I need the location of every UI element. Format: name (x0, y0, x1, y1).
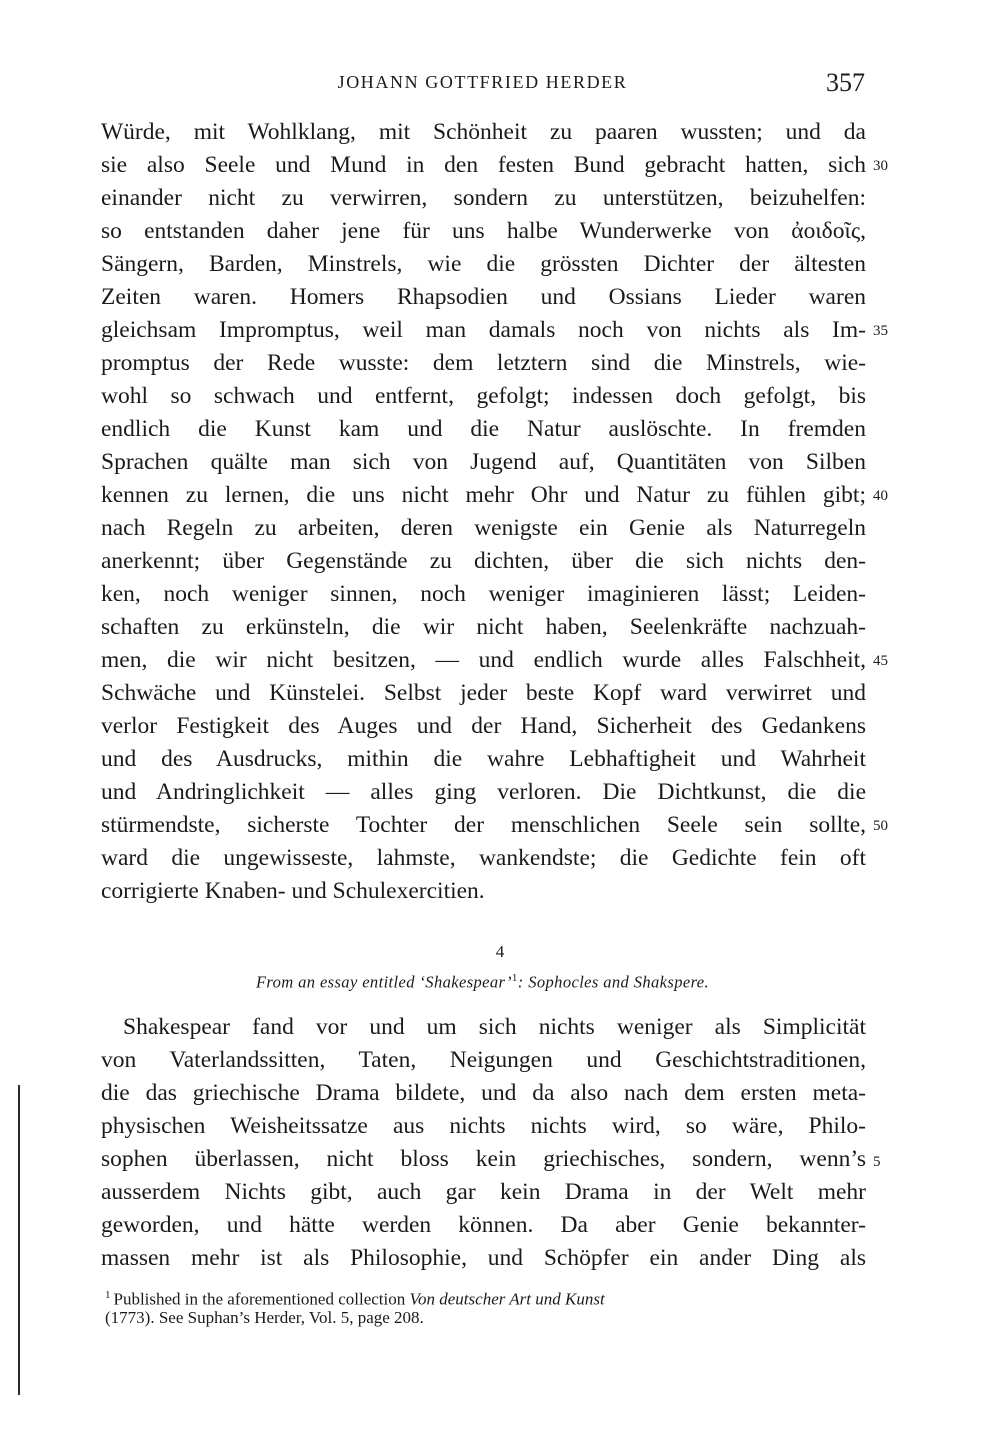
footnote-line: (1773). See Suphan’s Herder, Vol. 5, page 208. (105, 1308, 424, 1327)
running-title: JOHANN GOTTFRIED HERDER (337, 72, 628, 92)
body-line: verlor Festigkeit des Auges und der Hand, Sicherheit des Gedankens (101, 713, 866, 739)
body-line: stürmendste, sicherste Tochter der menschlichen Seele sein sollte, (101, 812, 866, 838)
section-line: geworden, und hätte werden können. Da aber Genie bekannter- (101, 1212, 866, 1238)
body-line: ken, noch weniger sinnen, noch weniger imaginieren lässt; Leiden- (101, 581, 866, 607)
body-line: einander nicht zu verwirren, sondern zu unterstützen, beizuhelfen: (101, 185, 866, 211)
footnote-text: Published in the aforementioned collection (113, 1289, 406, 1309)
body-line: promptus der Rede wusste: dem letztern sind die Minstrels, wie- (101, 350, 866, 376)
body-line: endlich die Kunst kam und die Natur auslöschte. In fremden (101, 416, 866, 442)
section-heading-text: : Sophocles and Shakspere. (517, 972, 710, 992)
scan-margin-rule (18, 1085, 20, 1395)
section-line: die das griechische Drama bildete, und da also nach dem ersten meta- (101, 1080, 866, 1106)
body-line: Sprachen quälte man sich von Jugend auf, Quantitäten von Silben (101, 449, 866, 475)
page-number: 357 (826, 68, 865, 97)
body-line: men, die wir nicht besitzen, — und endlich wurde alles Falschheit, (101, 647, 866, 673)
margin-line-number: 45 (873, 653, 888, 669)
section-heading (100, 972, 865, 993)
section-line: physischen Weisheitssatze aus nichts nichts wird, so wäre, Philo- (101, 1113, 866, 1139)
body-line: schaften zu erkünsteln, die wir nicht haben, Seelenkräfte nachzuah- (101, 614, 866, 640)
section-heading-text: From an essay entitled ‘Shakespear’ (255, 972, 512, 992)
margin-line-number: 35 (873, 323, 888, 339)
body-line: und des Ausdrucks, mithin die wahre Lebhaftigheit und Wahrheit (101, 746, 866, 772)
footnote-reference: 1 (511, 972, 518, 984)
body-line: so entstanden daher jene für uns halbe Wunderwerke von ἀοιδοῖς, (101, 218, 866, 244)
body-line: corrigierte Knaben- und Schulexercitien. (101, 878, 485, 904)
body-line: Sängern, Barden, Minstrels, wie die grössten Dichter der ältesten (101, 251, 866, 277)
section-line: Shakespear fand vor und um sich nichts weniger als Simplicität (123, 1014, 866, 1040)
body-line: anerkennt; über Gegenstände zu dichten, über die sich nichts den- (101, 548, 866, 574)
body-line: Zeiten waren. Homers Rhapsodien und Ossians Lieder waren (101, 284, 866, 310)
body-line: kennen zu lernen, die uns nicht mehr Ohr und Natur zu fühlen gibt; (101, 482, 866, 508)
running-head (100, 64, 865, 104)
margin-line-number: 30 (873, 158, 888, 174)
body-line: gleichsam Impromptus, weil man damals noch von nichts als Im- (101, 317, 866, 343)
section-line: sophen überlassen, nicht bloss kein griechisches, sondern, wenn’s (101, 1146, 866, 1172)
margin-line-number: 50 (873, 818, 888, 834)
body-line: und Andringlichkeit — alles ging verloren. Die Dichtkunst, die die (101, 779, 866, 805)
body-line: Würde, mit Wohlklang, mit Schönheit zu paaren wussten; und da (101, 119, 866, 145)
section-number: 4 (495, 942, 505, 961)
body-line: sie also Seele und Mund in den festen Bund gebracht hatten, sich (101, 152, 866, 178)
section-line: massen mehr ist als Philosophie, und Schöpfer ein ander Ding als (101, 1245, 866, 1271)
body-line: nach Regeln zu arbeiten, deren wenigste ein Genie als Naturregeln (101, 515, 866, 541)
section-line: von Vaterlandssitten, Taten, Neigungen und Geschichtstraditionen, (101, 1047, 866, 1073)
body-line: wohl so schwach und entfernt, gefolgt; indessen doch gefolgt, bis (101, 383, 866, 409)
body-line: Schwäche und Künstelei. Selbst jeder beste Kopf ward verwirret und (101, 680, 866, 706)
margin-line-number: 40 (873, 488, 888, 504)
margin-line-number: 5 (873, 1154, 881, 1170)
footnote-title: Von deutscher Art und Kunst (409, 1289, 605, 1309)
body-line: ward die ungewisseste, lahmste, wankendste; die Gedichte fein oft (101, 845, 866, 871)
section-line: ausserdem Nichts gibt, auch gar kein Drama in der Welt mehr (101, 1179, 866, 1205)
footnote-mark: 1 (105, 1289, 111, 1301)
